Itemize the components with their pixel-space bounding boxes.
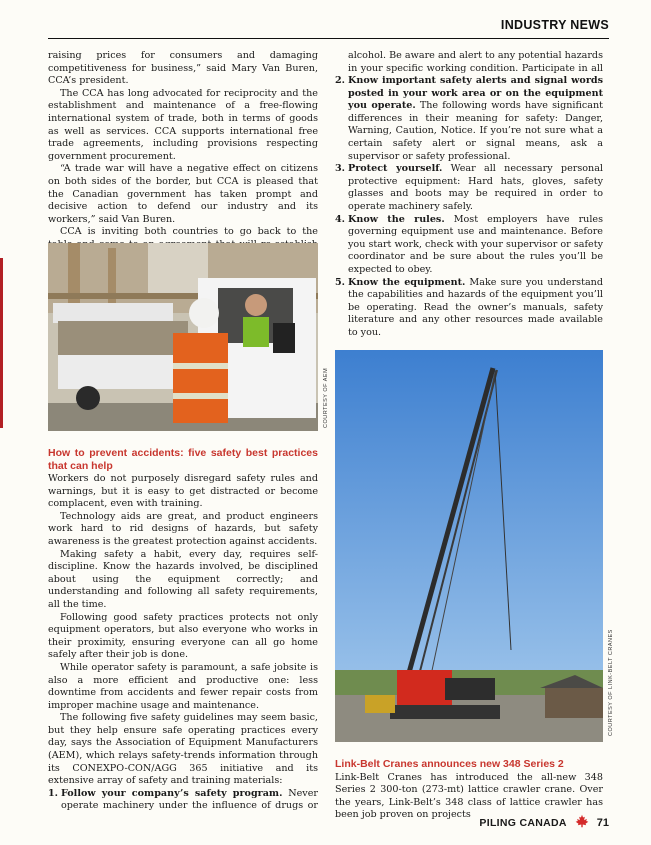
safety-item-1-continued bbox=[335, 50, 603, 75]
safety-paragraph-5: While operator safety is paramount, a safe jobsite is also a more efficient and productive one: less downtime from accidents and fewer repair costs from improper machine usage and maintenance. bbox=[48, 661, 318, 711]
safety-item-4 bbox=[335, 214, 603, 277]
item-lead: Follow your company’s safety program. bbox=[61, 787, 283, 799]
safety-heading: How to prevent accidents: five safety best practices that can help bbox=[48, 447, 318, 472]
photo-crawler-crane bbox=[335, 350, 603, 742]
column-1-safety bbox=[48, 447, 318, 813]
safety-item-3 bbox=[335, 163, 603, 213]
photo-2-credit: COURTESY OF LINK-BELT CRANES bbox=[608, 629, 614, 736]
item-text: Never operate machinery under the influence of drugs or bbox=[61, 787, 318, 812]
section-header: INDUSTRY NEWS bbox=[500, 18, 609, 32]
intro-paragraph-4: CCA is inviting both countries to go back to the bbox=[60, 226, 318, 238]
maple-leaf-icon bbox=[575, 814, 589, 831]
header-rule bbox=[48, 38, 609, 39]
publication-name: PILING CANADA bbox=[479, 816, 567, 829]
item-lead: Know the equipment. bbox=[348, 276, 466, 288]
edge-accent-bar bbox=[0, 258, 3, 428]
linkbelt-heading: Link-Belt Cranes announces new 348 Series 2 bbox=[335, 758, 564, 770]
safety-paragraph-3: Making safety a habit, every day, requires self-discipline. Know the hazards involved, be disciplined about using the equipment correctly; and understanding and following all safety requirements, all the time. bbox=[48, 548, 318, 610]
column-2-linkbelt bbox=[335, 758, 603, 822]
item-lead: Know important safety alerts and signal words posted in your work area or on the equipment you operate. bbox=[348, 75, 603, 112]
page-footer bbox=[479, 814, 609, 831]
safety-paragraph-4: Following good safety practices protects not only equipment operators, but also everyone who works in their proximity, ensuring everyone can all go home safely after their job is done. bbox=[48, 611, 318, 661]
safety-item-2 bbox=[335, 75, 603, 163]
intro-paragraph-2: The CCA has long advocated for reciprocity and the establishment and maintenance of a free-flowing international system of trade, both in terms of goods as well as services. CCA supports international free trade agreements, including provisions respecting government procurement. bbox=[48, 87, 318, 162]
intro-paragraph-3: “A trade war will have a negative effect on citizens on both sides of the border, but CCA is pleased that the Canadian government has taken prompt and decisive action to defend our industry and its workers,” said Van Buren. bbox=[48, 163, 318, 225]
safety-list-part-1 bbox=[48, 788, 318, 813]
safety-paragraph-6: The following five safety guidelines may seem basic, but they help ensure safe operating practices every day, says the Association of Equipment Manufacturers (AEM), which relays safety-trends information through its CONEXPO-CON/AGG 365 initiative and its extensive array of safety and training materials: bbox=[48, 712, 318, 787]
item-lead: Protect yourself. bbox=[348, 163, 443, 175]
photo-worker-truck bbox=[48, 243, 318, 431]
item-text: alcohol. Be aware and alert to any potential hazards in your specific working condition. Participate in all bbox=[348, 50, 603, 74]
item-number: 2. bbox=[335, 75, 346, 86]
intro-paragraph-1: raising prices for consumers and damaging competitiveness for business,” said Mary Van Buren, CCA’s president. bbox=[48, 50, 318, 87]
item-text: Most employers have rules governing equipment use and maintenance. Before you start work, check with your supervisor or safety coordinator and be sure about the rules you’ll be expected to obey. bbox=[348, 213, 604, 275]
column-2-list bbox=[335, 50, 603, 377]
item-lead: Know the rules. bbox=[348, 213, 445, 225]
item-text: The following words have significant differences in their meaning for safety: Danger, Warning, Caution, Notice. If you’re not sure what a certain safety alert or signal means, ask a supervisor or safety professional. bbox=[348, 100, 603, 162]
photo-1-credit: COURTESY OF AEM bbox=[323, 367, 329, 428]
item-text: Wear all necessary personal protective equipment: Hard hats, gloves, safety glasses and boots may be required in order to operate machinery safely. bbox=[348, 163, 603, 212]
item-number: 3. bbox=[335, 163, 346, 175]
item-number: 4. bbox=[335, 213, 346, 225]
safety-paragraph-2: Technology aids are great, and product engineers work hard to rid designs of hazards, but safety awareness is the greatest protection against accidents. bbox=[48, 510, 318, 547]
item-number: 1. bbox=[48, 787, 59, 799]
column-1-intro bbox=[48, 50, 318, 264]
item-number: 5. bbox=[335, 276, 346, 288]
safety-paragraph-1: Workers do not purposely disregard safety rules and warnings, but it is easy to get distracted or become complacent, even with training. bbox=[48, 473, 318, 510]
page-number: 71 bbox=[596, 816, 609, 829]
item-text: Make sure you understand the capabilities and hazards of the equipment you’ll be operating. Read the owner’s manuals, safety literature and any other resources made available to you. bbox=[348, 276, 603, 338]
safety-item-5 bbox=[335, 277, 603, 340]
linkbelt-paragraph: Link-Belt Cranes has introduced the all-new 348 Series 2 300-ton (273-mt) lattice crawler crane. Over the years, Link-Belt’s 348 class of lattice crawler has been job proven on projects bbox=[335, 771, 603, 821]
safety-item-1 bbox=[48, 788, 318, 813]
